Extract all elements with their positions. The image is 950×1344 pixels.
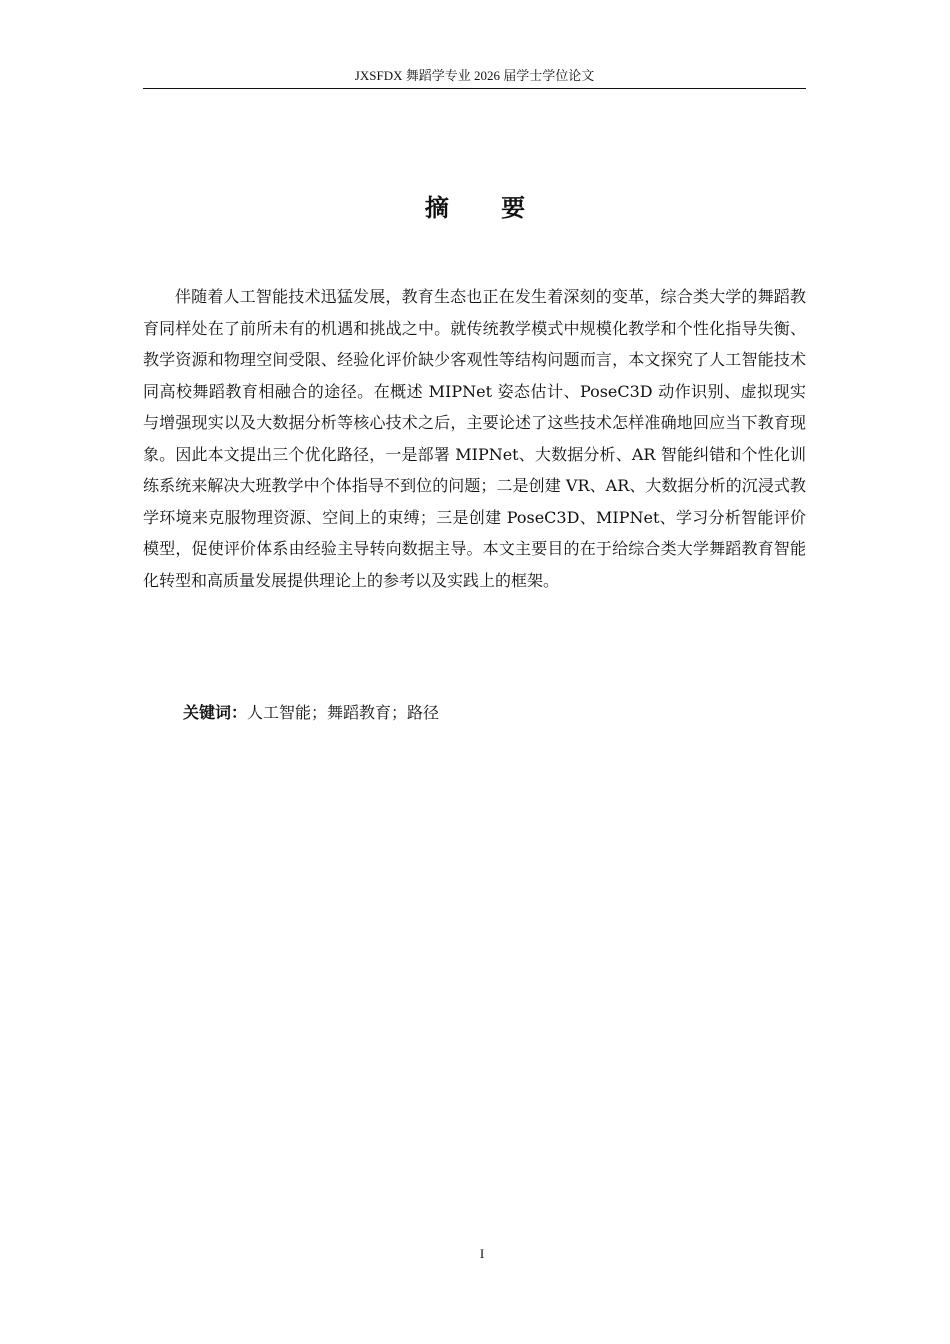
header-rule bbox=[143, 88, 806, 89]
keywords-value: 人工智能；舞蹈教育；路径 bbox=[247, 703, 440, 722]
running-header: JXSFDX 舞蹈学专业 2026 届学士学位论文 bbox=[354, 68, 595, 83]
page-number: I bbox=[479, 1246, 485, 1261]
keywords-line bbox=[183, 698, 439, 728]
abstract-paragraph: 伴随着人工智能技术迅猛发展，教育生态也正在发生着深刻的变革，综合类大学的舞蹈教育同样处在了前所未有的机遇和挑战之中。就传统教学模式中规模化教学和个性化指导失衡、教学资源和物理空间受限、经验化评价缺少客观性等结构问题而言，本文探究了人工智能技术同高校舞蹈教育相融合的途径。在概述 MIPNet 姿态估计、PoseC3D 动作识别、虚拟现实与增强现实以及大数据分析等核心技术之后，主要论述了这些技术怎样准确地回应当下教育现象。因此本文提出三个优化路径，一是部署 MIPNet、大数据分析、AR 智能纠错和个性化训练系统来解决大班教学中个体指导不到位的问题；二是创建 VR、AR、大数据分析的沉浸式教学环境来克服物理资源、空间上的束缚；三是创建 PoseC3D、MIPNet、学习分析智能评价模型，促使评价体系由经验主导转向数据主导。本文主要目的在于给综合类大学舞蹈教育智能化转型和高质量发展提供理论上的参考以及实践上的框架。 bbox=[143, 287, 806, 590]
keywords-label: 关键词： bbox=[183, 703, 248, 722]
abstract-title: 摘 要 bbox=[424, 194, 548, 222]
